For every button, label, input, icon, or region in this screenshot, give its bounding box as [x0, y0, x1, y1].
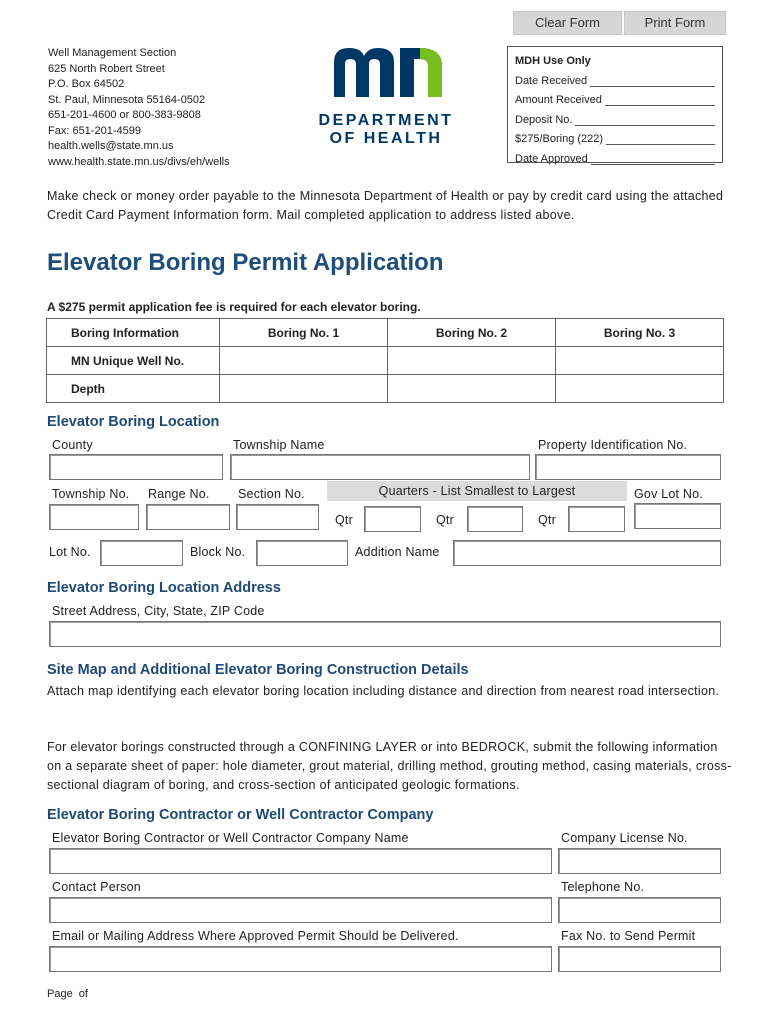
row-label: Depth: [47, 375, 220, 403]
location-address-heading: Elevator Boring Location Address: [47, 580, 281, 596]
block-no-input[interactable]: [256, 540, 348, 566]
phone-input[interactable]: [558, 897, 721, 923]
construction-details-text: For elevator borings constructed through a CONFINING LAYER or into BEDROCK, submit the following information on a separate sheet of paper: hole diameter, grout material, drilling method, grouting method, casing materials, cross-sectional diagram of boring, and cross-section of anticipated geologic formations.: [47, 740, 732, 792]
address-line: Well Management Section: [48, 47, 177, 59]
address-line: health.wells@state.mn.us: [48, 140, 174, 152]
range-no-label: Range No.: [148, 487, 210, 501]
mdh-use-only-box: [507, 46, 723, 163]
agency-address: [48, 46, 230, 170]
gov-lot-input[interactable]: [634, 503, 721, 529]
mdh-label: Deposit No.: [515, 113, 573, 126]
street-address-input[interactable]: [49, 621, 721, 647]
street-address-label: Street Address, City, State, ZIP Code: [52, 604, 265, 618]
range-no-input[interactable]: [146, 504, 230, 530]
contractor-heading: Elevator Boring Contractor or Well Contractor Company: [47, 807, 434, 823]
license-input[interactable]: [558, 848, 721, 874]
page-title: Elevator Boring Permit Application: [47, 249, 444, 276]
township-no-label: Township No.: [52, 487, 130, 501]
mdh-label: Date Approved: [515, 152, 588, 165]
address-line: 625 North Robert Street: [48, 62, 165, 75]
mdh-label: Amount Received: [515, 94, 602, 106]
table-header: Boring No. 3: [556, 319, 724, 347]
well-no-2-input[interactable]: [388, 347, 556, 375]
well-no-1-input[interactable]: [220, 347, 388, 375]
table-header-row: [47, 319, 724, 347]
mdh-label: $275/Boring (222): [515, 133, 604, 145]
township-no-input[interactable]: [49, 504, 139, 530]
email-input[interactable]: [49, 946, 552, 972]
gov-lot-label: Gov Lot No.: [634, 487, 703, 501]
pid-input[interactable]: [535, 454, 721, 480]
depth-2-input[interactable]: [388, 375, 556, 403]
logo-text-department: DEPARTMENT: [318, 112, 454, 129]
mdh-field: [515, 150, 715, 170]
mdh-field: [515, 111, 715, 131]
addition-name-label: Addition Name: [355, 545, 440, 559]
section-no-label: Section No.: [238, 487, 305, 501]
blank-line: [591, 150, 715, 165]
depth-1-input[interactable]: [220, 375, 388, 403]
depth-3-input[interactable]: [556, 375, 724, 403]
blank-line: [606, 130, 715, 145]
lot-no-label: Lot No.: [49, 545, 91, 559]
clear-form-button[interactable]: Clear Form: [513, 11, 622, 35]
site-map-heading: Site Map and Additional Elevator Boring Construction Details: [47, 662, 469, 678]
table-header: Boring Information: [47, 319, 220, 347]
mn-logo-icon: [316, 44, 456, 100]
fee-note: A $275 permit application fee is required for each elevator boring.: [47, 300, 421, 314]
pid-label: Property Identification No.: [538, 438, 688, 452]
blank-line: [590, 72, 715, 87]
address-line: 651-201-4600 or 800-383-9808: [48, 109, 201, 121]
table-row: [47, 347, 724, 375]
qtr-label: Qtr: [436, 513, 454, 527]
page-number: Page of: [47, 988, 88, 1000]
blank-line: [605, 91, 715, 106]
mdh-title: MDH Use Only: [515, 55, 591, 67]
row-label: MN Unique Well No.: [47, 347, 220, 375]
county-input[interactable]: [49, 454, 223, 480]
section-no-input[interactable]: [236, 504, 319, 530]
payment-instructions: Make check or money order payable to the Minnesota Department of Health or pay by credit card using the attached Credit Card Payment Information form. Mail completed application to address listed above.: [47, 189, 724, 222]
boring-info-table: [46, 318, 724, 403]
email-label: Email or Mailing Address Where Approved Permit Should be Delivered.: [52, 929, 459, 943]
license-label: Company License No.: [561, 831, 688, 845]
address-line: www.health.state.mn.us/divs/eh/wells: [48, 155, 230, 168]
address-line: P.O. Box 64502: [48, 78, 125, 90]
qtr-2-input[interactable]: [467, 506, 523, 532]
company-name-input[interactable]: [49, 848, 552, 874]
mdh-logo: [316, 44, 456, 146]
phone-label: Telephone No.: [561, 880, 645, 894]
table-row: [47, 375, 724, 403]
quarters-header: Quarters - List Smallest to Largest: [327, 481, 627, 501]
township-name-label: Township Name: [233, 438, 325, 452]
mdh-field: [515, 130, 715, 150]
mdh-field: [515, 72, 715, 92]
qtr-label: Qtr: [538, 513, 556, 527]
blank-line: [575, 111, 715, 126]
qtr-1-input[interactable]: [364, 506, 421, 532]
fax-label: Fax No. to Send Permit: [561, 929, 696, 943]
address-line: Fax: 651-201-4599: [48, 124, 141, 137]
table-header: Boring No. 2: [388, 319, 556, 347]
qtr-3-input[interactable]: [568, 506, 625, 532]
print-form-button[interactable]: Print Form: [624, 11, 726, 35]
location-heading: Elevator Boring Location: [47, 414, 220, 430]
mdh-field: [515, 91, 715, 111]
lot-no-input[interactable]: [100, 540, 183, 566]
company-name-label: Elevator Boring Contractor or Well Contractor Company Name: [52, 831, 409, 845]
mdh-label: Date Received: [515, 74, 588, 87]
block-no-label: Block No.: [190, 545, 246, 559]
qtr-label: Qtr: [335, 513, 353, 527]
contact-input[interactable]: [49, 897, 552, 923]
address-line: St. Paul, Minnesota 55164-0502: [48, 93, 206, 106]
county-label: County: [52, 438, 93, 452]
addition-name-input[interactable]: [453, 540, 721, 566]
contact-label: Contact Person: [52, 880, 141, 894]
fax-input[interactable]: [558, 946, 721, 972]
table-header: Boring No. 1: [220, 319, 388, 347]
logo-text-health: OF HEALTH: [329, 130, 443, 147]
well-no-3-input[interactable]: [556, 347, 724, 375]
site-map-text: Attach map identifying each elevator boring location including distance and direction from nearest road intersection.: [47, 684, 720, 698]
township-name-input[interactable]: [230, 454, 530, 480]
